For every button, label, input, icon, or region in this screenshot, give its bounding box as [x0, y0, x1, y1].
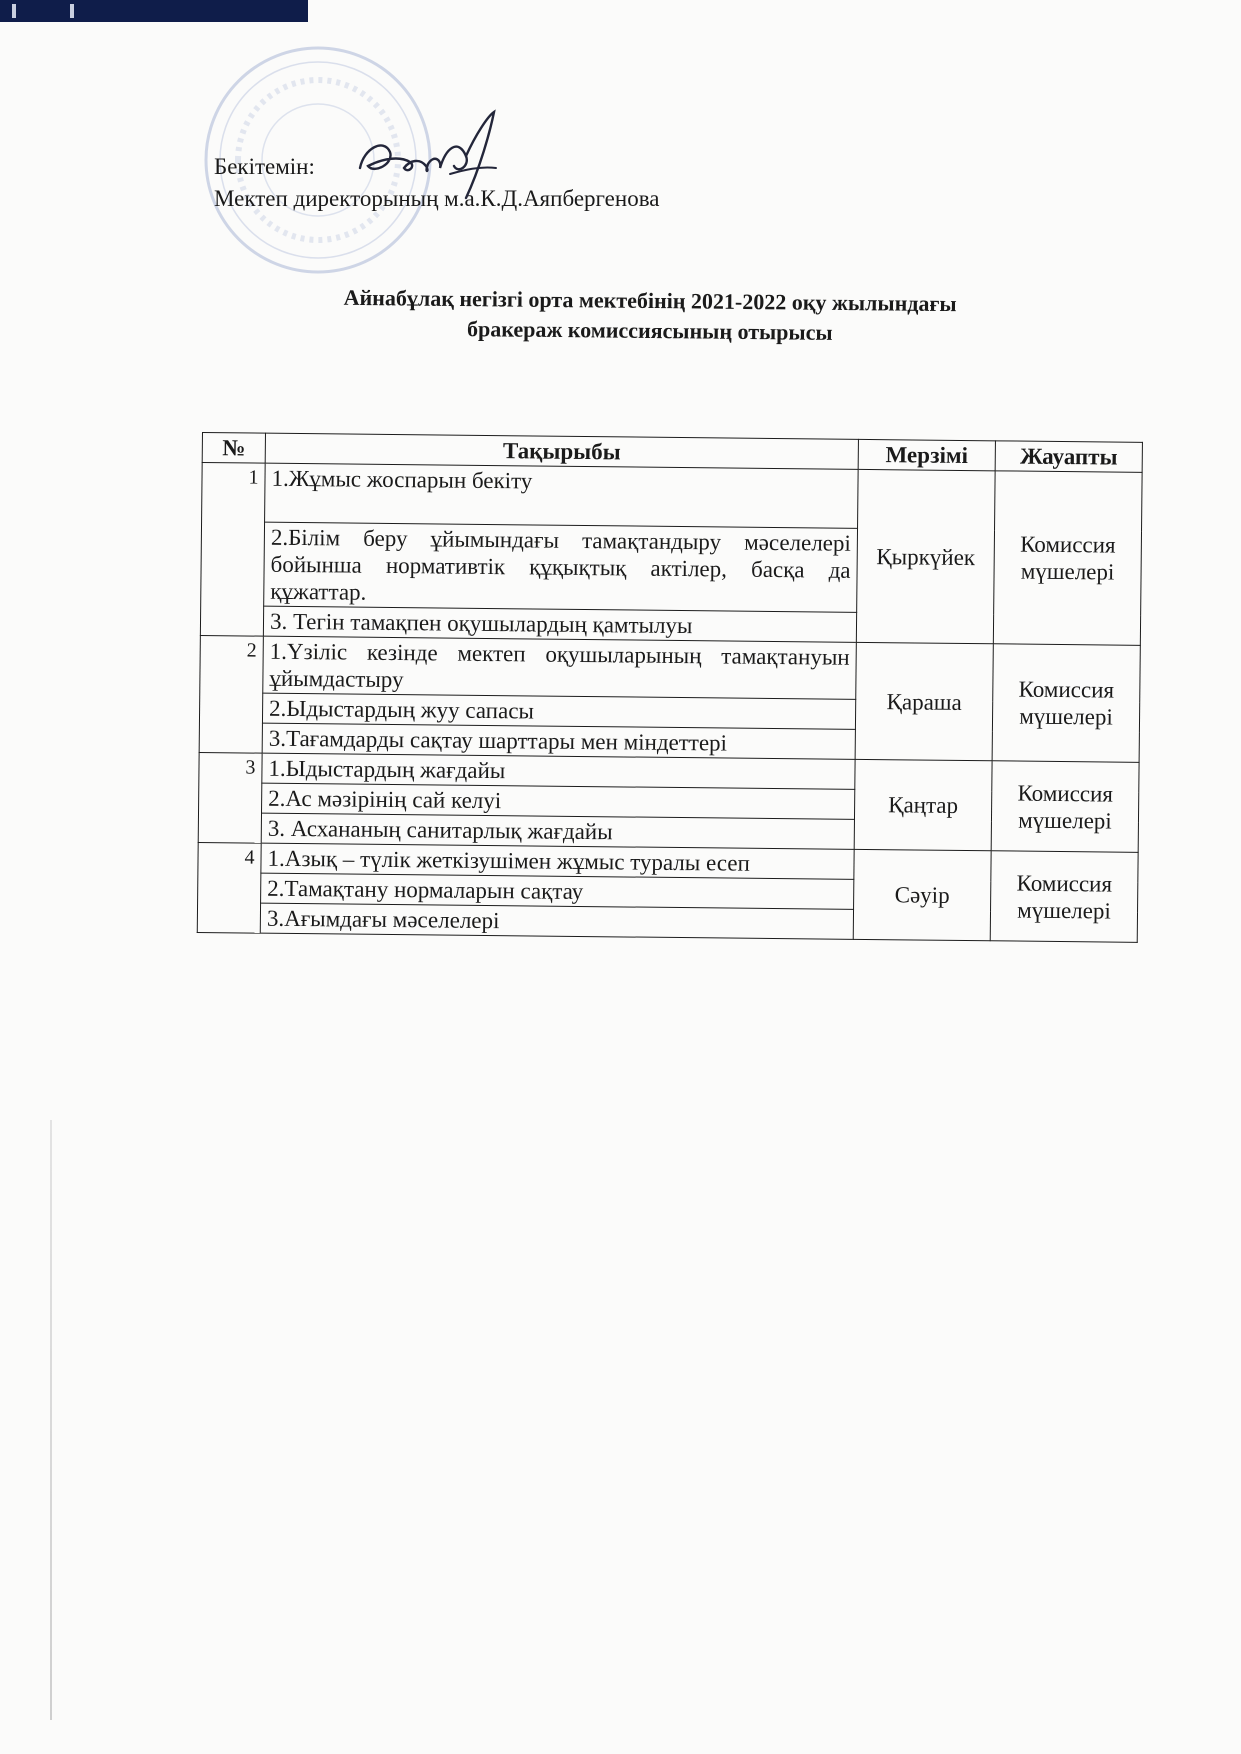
- section-number: 1: [200, 463, 265, 637]
- table-row: [202, 463, 1143, 532]
- responsible-text: Комиссия мүшелері: [1020, 531, 1116, 585]
- topic-cell: 1.Ыдыстардың жағдайы: [262, 753, 855, 789]
- topic-cell: 2.Тамақтану нормаларын сақтау: [261, 873, 854, 909]
- responsible-text: Комиссия мүшелері: [1016, 870, 1113, 924]
- responsible-cell: [992, 644, 1140, 763]
- deadline-cell: Қаңтар: [854, 759, 992, 850]
- topic-cell: 3. Тегін тамақпен оқушылардың қамтылуы: [263, 606, 856, 642]
- scan-edge-bar: [0, 0, 308, 22]
- commission-schedule-table: [197, 432, 1143, 943]
- title-line-1: Айнабұлақ негізгі орта мектебінің 2021-2022 оқу жылындағы: [343, 284, 957, 317]
- header-topic: Тақырыбы: [265, 433, 858, 469]
- header-number: №: [202, 433, 265, 464]
- deadline-cell: Сәуір: [853, 849, 991, 940]
- topic-cell: 1.Жұмыс жоспарын бекіту: [265, 463, 859, 528]
- responsible-cell: [991, 761, 1139, 853]
- topic-cell: 1.Үзіліс кезінде мектеп оқушыларының тамақтануын ұйымдастыру: [263, 636, 857, 699]
- topic-cell: 2.Ыдыстардың жуу сапасы: [262, 693, 855, 729]
- table-row: [200, 635, 1141, 702]
- section-number: 3: [198, 752, 262, 843]
- responsible-cell: [990, 851, 1138, 943]
- responsible-text: Комиссия мүшелері: [1017, 780, 1114, 834]
- approval-director: Мектеп директорының м.а.К.Д.Аяпбергенова: [214, 186, 660, 211]
- header-responsible: Жауапты: [995, 441, 1142, 473]
- section-number: 4: [197, 842, 261, 933]
- topic-cell: 3.Ағымдағы мәселелері: [260, 903, 853, 939]
- topic-cell: 3. Асхананың санитарлық жағдайы: [261, 813, 854, 849]
- topic-cell: 3.Тағамдарды сақтау шарттары мен міндеттері: [262, 723, 855, 759]
- approval-label: Бекітемін:: [214, 154, 315, 179]
- topic-cell: 2.Ас мәзірінің сай келуі: [262, 783, 855, 819]
- scan-shadow: [50, 1120, 52, 1720]
- header-deadline: Мерзімі: [858, 439, 995, 470]
- responsible-cell: [993, 471, 1142, 646]
- title-line-2: бракераж комиссиясының отырысы: [466, 316, 833, 345]
- signature: [354, 108, 514, 204]
- topic-cell: 2.Білім беру ұйымындағы тамақтандыру мәселелері бойынша нормативтік құқықтық актілер, басқа да құжаттар.: [264, 522, 858, 612]
- deadline-cell: Қыркүйек: [856, 469, 995, 643]
- section-number: 2: [199, 635, 263, 753]
- deadline-cell: Қараша: [855, 642, 993, 760]
- topic-cell: 1.Азық – түлік жеткізушімен жұмыс туралы есеп: [261, 843, 854, 879]
- responsible-text: Комиссия мүшелері: [1018, 676, 1115, 730]
- document-title: [250, 282, 1051, 350]
